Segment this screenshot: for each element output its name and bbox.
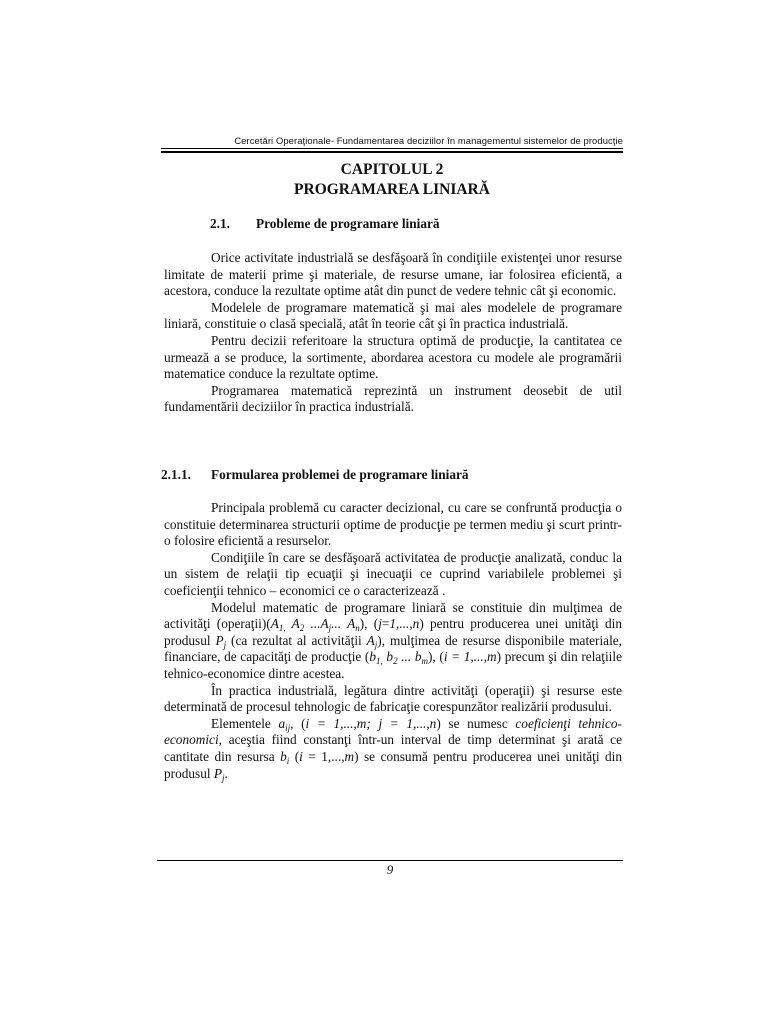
chapter-title <box>161 160 623 200</box>
section-number: 2.1. <box>210 216 230 231</box>
formulation-text <box>164 500 622 782</box>
chapter-number: CAPITOLUL 2 <box>340 161 444 178</box>
paragraph: Condiţiile în care se desfăşoară activitatea de producţie analizată, conduc la un sistem de relaţii tip ecuaţii şi inecuaţii ce cuprind variabilele problemei şi coeficienţii tehnico – economici ce o caracterizează . <box>164 549 622 598</box>
subsection-number: 2.1.1. <box>161 467 191 482</box>
subsection-heading <box>161 467 469 483</box>
paragraph: Pentru decizii referitoare la structura optimă de producţie, la cantitatea ce urmează a se produce, la sortimente, abordarea acestora cu modele ale programării matematice conduce la rezultate optime. <box>164 332 622 382</box>
subsection-title: Formularea problemei de programare liniară <box>211 467 469 482</box>
paragraph: Programarea matematică reprezintă un instrument deosebit de util fundamentării deciziilor în practica industrială. <box>164 382 622 415</box>
emphasis-term: coeficienţi tehnico-economici, <box>164 715 622 748</box>
header-rule-thin <box>161 148 623 149</box>
section-heading <box>210 216 440 232</box>
intro-text <box>164 250 622 416</box>
paragraph-activities: Modelul matematic de programare liniară se constituie din mulţimea de activităţi $(operaţii)(A_{1,}$ $A_2$ $...A_j$... $A_n$), (j=1,...,n) pentru producerea unei unităţi din produsul $P_j$ (ca rezultat al activităţii $A_j$), mulţimea de resurse disponibile materiale, financiare, de capacităţi de producţie ($b_{1,}$ $b_2$ ... $b_m$), (i = 1,...,m) precum şi din relaţiile tehnico-economice dintre acestea. <box>164 599 622 681</box>
chapter-name: PROGRAMAREA LINIARĂ <box>294 181 490 198</box>
paragraph: Modelele de programare matematică şi mai ales modelele de programare liniară, constituie o clasă specială, atât în teorie cât şi în practica industrială. <box>164 299 622 332</box>
footer-rule <box>157 860 623 861</box>
page-number: 9 <box>386 862 394 877</box>
paragraph: Orice activitate industrială se desfăşoară în condiţiile existenţei unor resurse limitate de materii prime şi materiale, de resurse umane, iar folosirea eficientă, a acestora, conduce la rezultate optime atât din punct de vedere tehnic cât şi economic. <box>164 250 622 299</box>
paragraph: Principala problemă cu caracter decizional, cu care se confruntă producţia o constituie determinarea structurii optime de producţie pe termen mediu şi scurt printr-o folosire eficientă a resurselor. <box>164 500 622 549</box>
section-title: Probleme de programare liniară <box>256 216 440 231</box>
paragraph: În practica industrială, legătura dintre activităţi (operaţii) şi resurse este determinată de procesul tehnologic de fabricaţie corespunzător realizării produsului. <box>164 682 622 715</box>
header-rule-thick <box>161 151 623 153</box>
running-header: Cercetări Operaţionale- Fundamentarea deciziilor în managementul sistemelor de producţie <box>234 135 623 146</box>
paragraph-coefficients: Elementele $a_{ij}$, (i = 1,...,m; j = 1,...,n) se numesc coeficienţi tehnico-economici, aceştia fiind constanţi într-un interval de timp determinat şi arată ce cantitate din resursa $b_i$ (i = 1,...,m) se consumă pentru producerea unei unităţi din produsul $P_j$. <box>164 715 622 783</box>
